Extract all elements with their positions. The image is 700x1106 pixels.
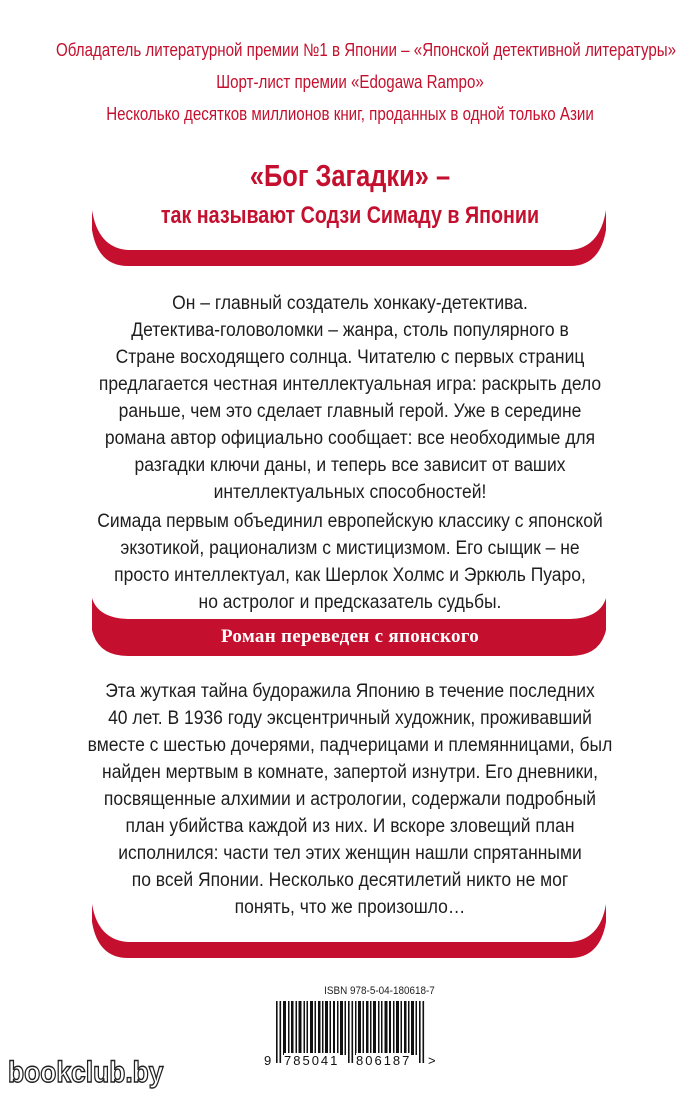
text-line: Он – главный создатель хонкаку-детектива. <box>172 293 528 314</box>
text-line: интеллектуальных способностей! <box>213 482 487 503</box>
isbn-label: ISBN 978-5-04-180618-7 <box>324 985 435 997</box>
plot-paragraph <box>28 678 672 921</box>
text-line: экзотикой, рационализм с мистицизмом. Его сыщик – не <box>120 538 580 559</box>
text-line: Стране восходящего солнца. Читателю с первых страниц <box>115 347 585 368</box>
text-line: предлагается честная интеллектуальная игра: раскрыть дело <box>98 374 602 395</box>
barcode-block <box>262 985 442 1068</box>
text-line: Симада первым объединил европейскую классику с японской <box>97 511 603 532</box>
text-line: просто интеллектуал, как Шерлок Холмс и Эркюль Пуаро, <box>114 565 586 586</box>
text-line: вместе с шестью дочерями, падчерицами и племянницами, был <box>87 735 613 756</box>
barcode-digit-group-2: 806187 <box>356 1053 412 1068</box>
text-line: по всей Японии. Несколько десятилетий никто не мог <box>131 870 569 891</box>
award-line: Обладатель литературной премии №1 в Японии – «Японской детективной литературы» <box>56 40 677 60</box>
text-line: план убийства каждой из них. И вскоре зловещий план <box>125 816 575 837</box>
text-line: раньше, чем это сделает главный герой. Уже в середине <box>118 401 582 422</box>
translated-note: Роман переведен с японского <box>220 626 480 647</box>
text-line: Детектива-головоломки – жанра, столь популярного в <box>131 320 569 341</box>
award-line: Несколько десятков миллионов книг, проданных в одной только Азии <box>106 104 594 124</box>
barcode-digit-group-1: 785041 <box>284 1053 340 1068</box>
headline-line-2: так называют Содзи Симаду в Японии <box>160 202 540 229</box>
text-line: разгадки ключи даны, и теперь все зависит от ваших <box>134 455 566 476</box>
text-line: 40 лет. В 1936 году эксцентричный художник, проживавший <box>108 708 592 729</box>
headline-line-1: «Бог Загадки» – <box>249 158 451 193</box>
text-line: но астролог и предсказатель судьбы. <box>198 592 502 613</box>
headline-bracket-decoration <box>88 204 610 274</box>
text-line: найден мертвым в комнате, запертой изнутри. Его дневники, <box>102 762 598 783</box>
barcode-digit-tail: > <box>428 1053 436 1068</box>
award-line: Шорт-лист премии «Edogawa Rampo» <box>216 72 484 92</box>
watermark: bookclub.by <box>8 1056 164 1089</box>
text-line: романа автор официально сообщает: все необходимые для <box>104 428 596 449</box>
text-line: Эта жуткая тайна будоражила Японию в течение последних <box>105 681 595 702</box>
awards-block <box>56 34 677 130</box>
bottom-bracket-decoration <box>88 900 610 964</box>
text-line: посвященные алхимии и астрологии, содержали подробный <box>103 789 597 810</box>
intro-paragraph <box>28 290 672 506</box>
barcode-digit-first: 9 <box>264 1053 272 1068</box>
text-line: понять, что же произошло… <box>234 897 466 918</box>
text-line: исполнился: части тел этих женщин нашли спрятанными <box>118 843 582 864</box>
